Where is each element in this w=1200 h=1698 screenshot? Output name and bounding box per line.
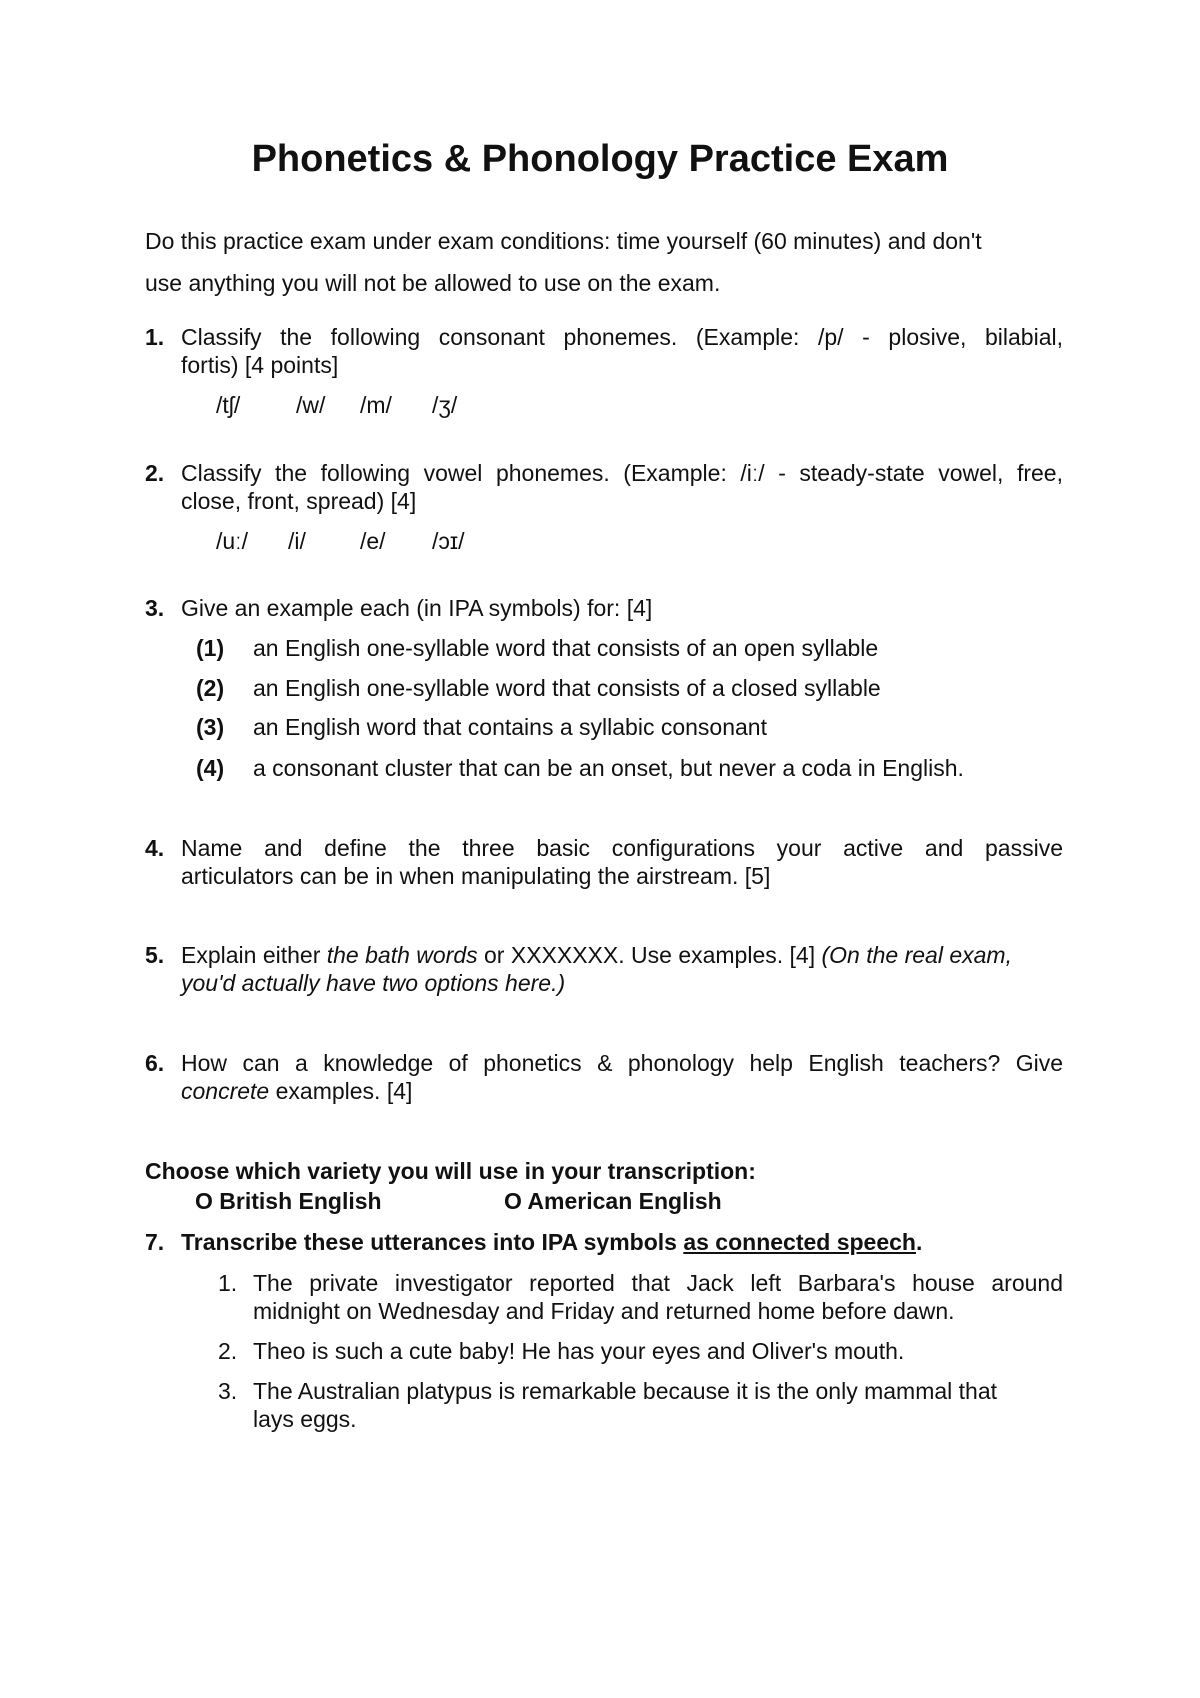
- q2-line-1: Classify the following vowel phonemes. (Example: /iː/ - steady-state vowel, free,: [181, 460, 1063, 486]
- variety-option-british[interactable]: O British English: [195, 1188, 382, 1214]
- q7-heading: [181, 1229, 922, 1256]
- intro-line-2: use anything you will not be allowed to use on the exam.: [145, 270, 721, 296]
- page-title: Phonetics & Phonology Practice Exam: [251, 138, 949, 180]
- q4-line-1: Name and define the three basic configurations your active and passive: [181, 835, 1063, 861]
- q5-mid: or XXXXXXX. Use examples. [4]: [477, 942, 822, 968]
- q5-line-2: you'd actually have two options here.): [181, 970, 566, 996]
- q3-item-2-text: an English one-syllable word that consists of a closed syllable: [253, 675, 881, 701]
- q6-number: 6.: [145, 1050, 165, 1076]
- q7-pre: Transcribe these utterances into IPA symbols: [181, 1229, 684, 1255]
- q5-italic-1: the bath words: [326, 942, 478, 968]
- q3-item-4-label: (4): [196, 755, 225, 781]
- q3-item-2-label: (2): [196, 675, 225, 701]
- q1-phoneme-3: /m/: [360, 392, 392, 418]
- q6-rest: examples. [4]: [269, 1078, 413, 1104]
- q7-item-3-label: 3.: [218, 1378, 238, 1404]
- q7-item-1-label: 1.: [218, 1270, 238, 1296]
- q1-phoneme-4: /ʒ/: [432, 392, 458, 418]
- q1-phoneme-1: /tʃ/: [216, 392, 241, 418]
- q7-post: .: [915, 1229, 923, 1255]
- q5-italic-2: (On the real exam,: [821, 942, 1012, 968]
- q5-line-1: [181, 942, 1012, 969]
- variety-heading: Choose which variety you will use in your transcription:: [145, 1158, 756, 1184]
- q7-item-1-line-1: The private investigator reported that Jack left Barbara's house around: [253, 1270, 1063, 1296]
- q5-number: 5.: [145, 942, 165, 968]
- q4-number: 4.: [145, 835, 165, 861]
- q3-item-1-text: an English one-syllable word that consists of an open syllable: [253, 635, 879, 661]
- q6-line-2: [181, 1078, 412, 1105]
- q7-item-2-label: 2.: [218, 1338, 238, 1364]
- variety-option-american[interactable]: O American English: [504, 1188, 722, 1214]
- q7-item-1-line-2: midnight on Wednesday and Friday and returned home before dawn.: [253, 1298, 955, 1324]
- q3-item-3-label: (3): [196, 714, 225, 740]
- q6-line-1: How can a knowledge of phonetics & phonology help English teachers? Give: [181, 1050, 1063, 1076]
- q6-italic: concrete: [181, 1078, 270, 1104]
- q1-phoneme-2: /w/: [296, 392, 326, 418]
- q4-line-2: articulators can be in when manipulating the airstream. [5]: [181, 863, 771, 889]
- q2-line-2: close, front, spread) [4]: [181, 488, 417, 514]
- q5-pre: Explain either: [181, 942, 327, 968]
- q2-phoneme-3: /e/: [360, 528, 386, 554]
- q1-line-1: Classify the following consonant phonemes. (Example: /p/ - plosive, bilabial,: [181, 324, 1063, 350]
- q2-phoneme-2: /i/: [288, 528, 306, 554]
- q7-underlined: as connected speech: [683, 1229, 916, 1255]
- q2-phoneme-4: /ɔɪ/: [432, 528, 465, 554]
- q2-phoneme-1: /uː/: [216, 528, 248, 554]
- q3-text: Give an example each (in IPA symbols) for: [4]: [181, 595, 653, 621]
- q2-number: 2.: [145, 460, 165, 486]
- q3-item-3-text: an English word that contains a syllabic consonant: [253, 714, 767, 740]
- q1-line-2: fortis) [4 points]: [181, 352, 339, 378]
- q3-item-4-text: a consonant cluster that can be an onset, but never a coda in English.: [253, 755, 964, 781]
- intro-line-1: Do this practice exam under exam conditions: time yourself (60 minutes) and don't: [145, 228, 982, 254]
- q1-number: 1.: [145, 324, 165, 350]
- q7-item-3-line-2: lays eggs.: [253, 1406, 357, 1432]
- q7-item-3-line-1: The Australian platypus is remarkable because it is the only mammal that: [253, 1378, 998, 1404]
- q3-number: 3.: [145, 595, 165, 621]
- q3-item-1-label: (1): [196, 635, 225, 661]
- q7-number: 7.: [145, 1229, 165, 1255]
- q7-item-2-line-1: Theo is such a cute baby! He has your eyes and Oliver's mouth.: [253, 1338, 905, 1364]
